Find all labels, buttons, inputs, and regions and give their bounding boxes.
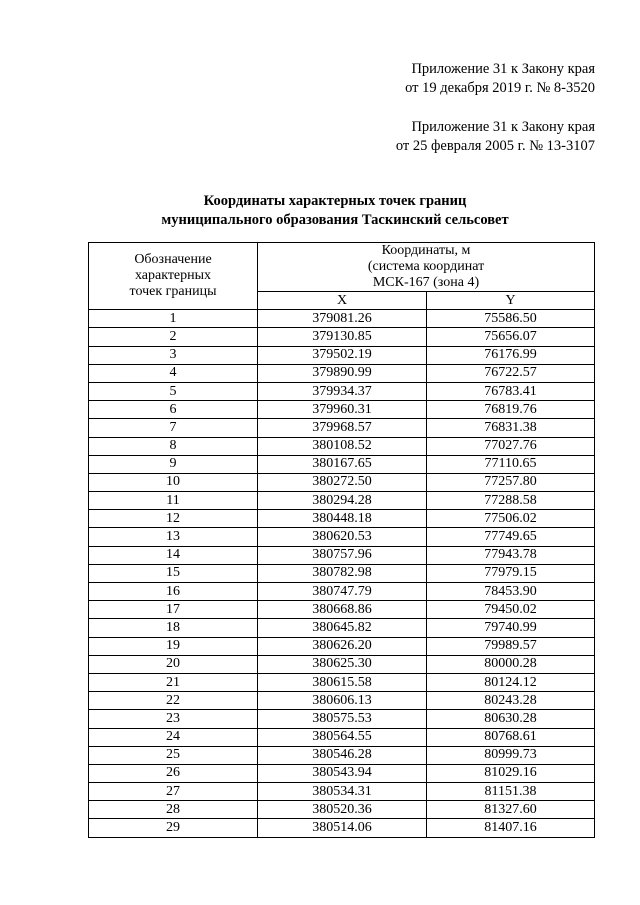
point-number-cell: 24 [89,728,258,746]
point-number-cell: 25 [89,746,258,764]
point-number-cell: 29 [89,819,258,837]
y-coordinate-cell: 76783.41 [427,382,595,400]
x-coordinate-cell: 380294.28 [258,492,427,510]
point-number-cell: 20 [89,655,258,673]
y-coordinate-cell: 76176.99 [427,346,595,364]
x-coordinate-cell: 380575.53 [258,710,427,728]
x-coordinate-cell: 380757.96 [258,546,427,564]
table-row [89,655,595,673]
table-row [89,382,595,400]
x-coordinate-cell: 379130.85 [258,328,427,346]
x-coordinate-cell: 380272.50 [258,473,427,491]
point-number-cell: 27 [89,783,258,801]
header-text-line: характерных [134,268,212,284]
table-row [89,601,595,619]
point-number-cell: 18 [89,619,258,637]
table-row [89,455,595,473]
y-coordinate-cell: 77288.58 [427,492,595,510]
point-number-cell: 6 [89,401,258,419]
point-number-cell: 15 [89,564,258,582]
point-number-cell: 5 [89,382,258,400]
table-row [89,546,595,564]
point-number-cell: 14 [89,546,258,564]
header-text-line: Обозначение [134,252,212,268]
point-number-cell: 11 [89,492,258,510]
table-row [89,637,595,655]
x-coordinate-cell: 380615.58 [258,673,427,691]
y-coordinate-cell: 79989.57 [427,637,595,655]
x-coordinate-cell: 380520.36 [258,801,427,819]
point-number-cell: 4 [89,364,258,382]
x-coordinate-cell: 379968.57 [258,419,427,437]
point-number-cell: 10 [89,473,258,491]
y-coordinate-cell: 76819.76 [427,401,595,419]
x-coordinate-cell: 379502.19 [258,346,427,364]
table-row [89,801,595,819]
point-number-cell: 23 [89,710,258,728]
y-coordinate-cell: 79450.02 [427,601,595,619]
point-number-cell: 26 [89,764,258,782]
column-header-y: Y [427,292,595,310]
y-coordinate-cell: 80768.61 [427,728,595,746]
appendix-header-line: Приложение 31 к Закону края [411,61,595,77]
x-coordinate-cell: 380747.79 [258,583,427,601]
table-row [89,473,595,491]
x-coordinate-cell: 380668.86 [258,601,427,619]
x-coordinate-cell: 380564.55 [258,728,427,746]
table-row [89,692,595,710]
point-number-cell: 13 [89,528,258,546]
column-header-x: X [258,292,427,310]
column-header-coordinates [258,243,595,292]
y-coordinate-cell: 75586.50 [427,310,595,328]
x-coordinate-cell: 380645.82 [258,619,427,637]
table-row [89,328,595,346]
y-coordinate-cell: 76831.38 [427,419,595,437]
x-coordinate-cell: 379960.31 [258,401,427,419]
table-row [89,510,595,528]
y-coordinate-cell: 78453.90 [427,583,595,601]
y-coordinate-cell: 80243.28 [427,692,595,710]
x-coordinate-cell: 380606.13 [258,692,427,710]
table-body [89,310,595,837]
table-row [89,673,595,691]
y-coordinate-cell: 77979.15 [427,564,595,582]
x-coordinate-cell: 380546.28 [258,746,427,764]
header-text-line: МСК-167 (зона 4) [372,275,480,290]
x-coordinate-cell: 380625.30 [258,655,427,673]
table-row [89,401,595,419]
x-coordinate-cell: 380543.94 [258,764,427,782]
point-number-cell: 17 [89,601,258,619]
header-text-line: точек границы [129,284,217,300]
x-coordinate-cell: 380514.06 [258,819,427,837]
point-number-cell: 16 [89,583,258,601]
point-number-cell: 1 [89,310,258,328]
table-row [89,764,595,782]
y-coordinate-cell: 75656.07 [427,328,595,346]
y-coordinate-cell: 76722.57 [427,364,595,382]
document-title-line-1: Координаты характерных точек границ [203,193,467,209]
x-coordinate-cell: 379890.99 [258,364,427,382]
table-row [89,619,595,637]
header-text-line: (система координат [367,259,485,274]
appendix-header-date-line: от 25 февраля 2005 г. № 13-3107 [395,138,595,154]
appendix-header-current [405,60,595,98]
y-coordinate-cell: 81407.16 [427,819,595,837]
table-row [89,364,595,382]
appendix-header-original [396,118,595,156]
header-text-line: Координаты, м [381,243,471,258]
table-row [89,419,595,437]
point-number-cell: 28 [89,801,258,819]
appendix-header-date-line: от 19 декабря 2019 г. № 8-3520 [405,80,595,96]
y-coordinate-cell: 77506.02 [427,510,595,528]
table-row [89,310,595,328]
y-coordinate-cell: 80630.28 [427,710,595,728]
y-coordinate-cell: 80124.12 [427,673,595,691]
table-row [89,564,595,582]
table-row [89,728,595,746]
table-row [89,746,595,764]
table-row [89,819,595,837]
y-coordinate-cell: 77943.78 [427,546,595,564]
table-row [89,437,595,455]
x-coordinate-cell: 380620.53 [258,528,427,546]
column-header-designation [89,243,258,310]
table-row [89,583,595,601]
point-number-cell: 8 [89,437,258,455]
point-number-cell: 21 [89,673,258,691]
y-coordinate-cell: 81327.60 [427,801,595,819]
point-number-cell: 3 [89,346,258,364]
table-row [89,710,595,728]
y-coordinate-cell: 77257.80 [427,473,595,491]
table-row [89,346,595,364]
x-coordinate-cell: 380167.65 [258,455,427,473]
y-coordinate-cell: 80999.73 [427,746,595,764]
y-coordinate-cell: 80000.28 [427,655,595,673]
y-coordinate-cell: 81029.16 [427,764,595,782]
table-row [89,492,595,510]
coordinates-table [88,242,595,838]
point-number-cell: 19 [89,637,258,655]
x-coordinate-cell: 379081.26 [258,310,427,328]
appendix-header-line: Приложение 31 к Закону края [411,119,595,135]
y-coordinate-cell: 81151.38 [427,783,595,801]
x-coordinate-cell: 380626.20 [258,637,427,655]
x-coordinate-cell: 380108.52 [258,437,427,455]
document-title-line-2: муниципального образования Таскинский сельсовет [161,212,509,228]
point-number-cell: 22 [89,692,258,710]
y-coordinate-cell: 77027.76 [427,437,595,455]
x-coordinate-cell: 379934.37 [258,382,427,400]
document-title [0,192,640,230]
point-number-cell: 12 [89,510,258,528]
x-coordinate-cell: 380448.18 [258,510,427,528]
y-coordinate-cell: 77110.65 [427,455,595,473]
y-coordinate-cell: 77749.65 [427,528,595,546]
table-row [89,783,595,801]
point-number-cell: 7 [89,419,258,437]
x-coordinate-cell: 380534.31 [258,783,427,801]
y-coordinate-cell: 79740.99 [427,619,595,637]
x-coordinate-cell: 380782.98 [258,564,427,582]
point-number-cell: 9 [89,455,258,473]
table-row [89,528,595,546]
point-number-cell: 2 [89,328,258,346]
